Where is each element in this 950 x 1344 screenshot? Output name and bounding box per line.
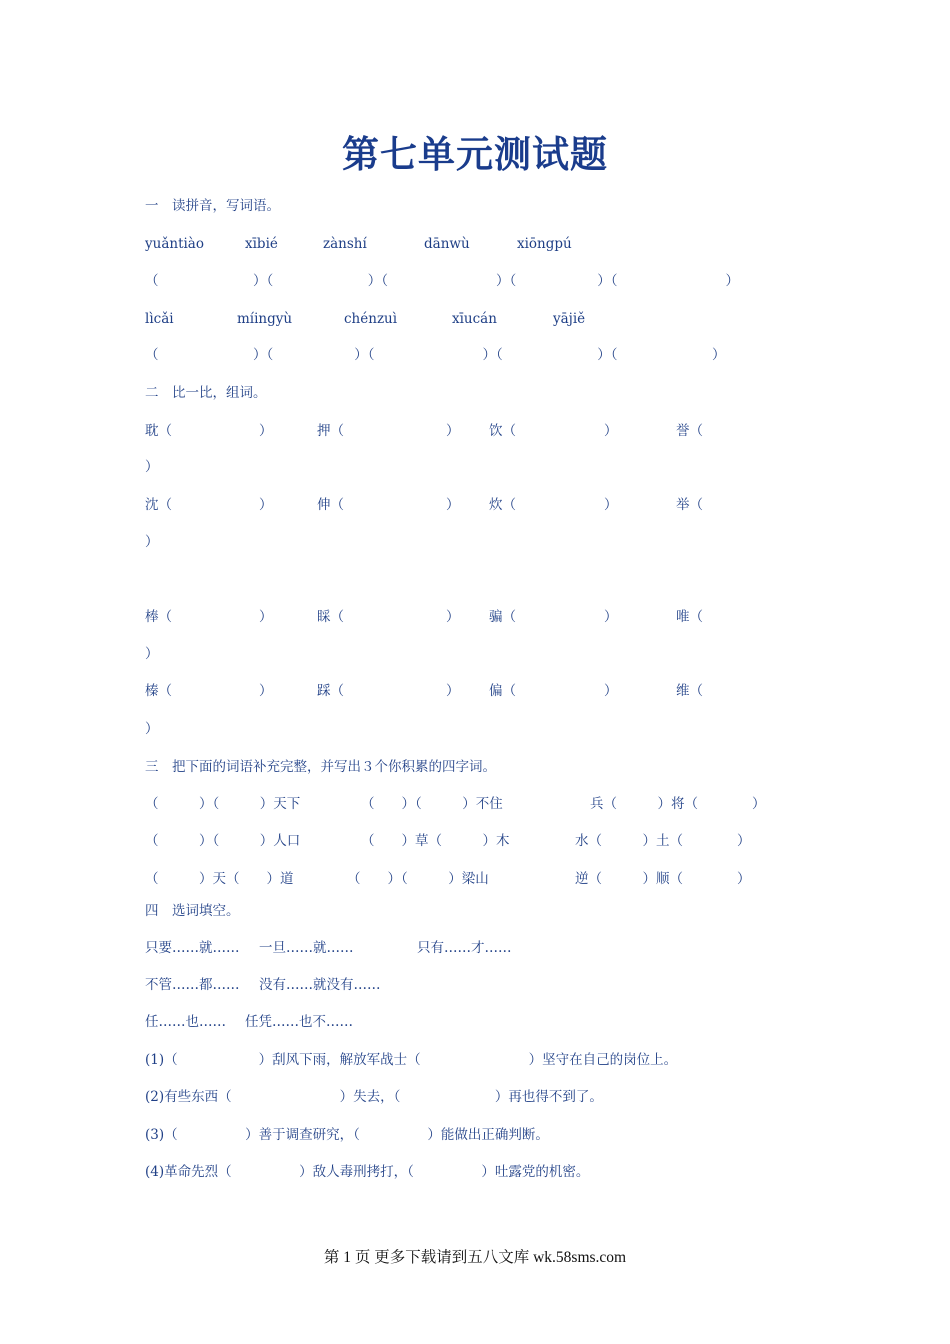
compare-char: 骗（	[489, 609, 516, 625]
close-paren: ）	[259, 683, 273, 699]
close-paren: ）	[145, 459, 159, 475]
section-3-heading: 三 把下面的词语补充完整，并写出３个你积累的四字词。	[145, 759, 496, 775]
compare-char: 踩（	[317, 683, 344, 699]
idiom-blank[interactable]: （ ）（ ）不住	[361, 796, 503, 812]
close-paren: ）	[446, 609, 460, 625]
answer-blanks-row-2[interactable]: （ ）（ ）（ ）（ ）（ ）	[145, 347, 726, 363]
compare-char: 沈（	[145, 497, 172, 513]
compare-char: 偏（	[489, 683, 516, 699]
idiom-blank[interactable]: 兵（ ）将（ ）	[590, 796, 766, 812]
compare-char: 押（	[317, 423, 344, 439]
compare-char: 饮（	[489, 423, 516, 439]
word-option: 任……也……	[145, 1014, 226, 1030]
idiom-blank[interactable]: （ ）草（ ）木	[361, 833, 510, 849]
close-paren: ）	[259, 423, 273, 439]
pinyin-word: yājiě	[553, 311, 586, 327]
pinyin-word: míingyù	[237, 311, 293, 327]
close-paren: ）	[259, 497, 273, 513]
compare-char: 举（	[676, 497, 703, 513]
pinyin-word: xībié	[245, 236, 278, 252]
pinyin-word: xīucán	[452, 311, 497, 327]
word-option: 任凭……也不……	[245, 1014, 353, 1030]
compare-char: 炊（	[489, 497, 516, 513]
compare-char: 维（	[676, 683, 703, 699]
pinyin-word: xiōngpú	[517, 236, 572, 252]
close-paren: ）	[145, 534, 159, 550]
idiom-blank[interactable]: 水（ ）土（ ）	[575, 833, 751, 849]
close-paren: ）	[604, 423, 618, 439]
compare-char: 誉（	[676, 423, 703, 439]
answer-blanks-row-1[interactable]: （ ）（ ）（ ）（ ）（ ）	[145, 273, 739, 289]
compare-char: 唯（	[676, 609, 703, 625]
idiom-blank[interactable]: （ ）（ ）梁山	[347, 871, 489, 887]
close-paren: ）	[446, 683, 460, 699]
fill-sentence-2[interactable]: (2)有些东西（ ）失去，（ ）再也得不到了。	[145, 1089, 603, 1105]
word-option: 只有……才……	[417, 940, 512, 956]
idiom-blank[interactable]: 逆（ ）顺（ ）	[575, 871, 751, 887]
compare-char: 榛（	[145, 683, 172, 699]
compare-char: 伸（	[317, 497, 344, 513]
pinyin-word: lìcǎi	[145, 311, 174, 327]
close-paren: ）	[259, 609, 273, 625]
close-paren: ）	[145, 646, 159, 662]
section-2-heading: 二 比一比，组词。	[145, 385, 267, 401]
pinyin-word: yuǎntiào	[145, 236, 204, 252]
close-paren: ）	[604, 497, 618, 513]
close-paren: ）	[446, 497, 460, 513]
fill-sentence-4[interactable]: (4)革命先烈（ ）敌人毒刑拷打，（ ）吐露党的机密。	[145, 1164, 590, 1180]
section-4-heading: 四 选词填空。	[145, 903, 240, 919]
pinyin-word: chénzuì	[344, 311, 398, 327]
page-title: 第七单元测试题	[342, 133, 608, 176]
section-1-heading: 一 读拼音，写词语。	[145, 198, 280, 214]
word-option: 只要……就……	[145, 940, 240, 956]
fill-sentence-1[interactable]: (1)（ ）刮风下雨，解放军战士（ ）坚守在自己的岗位上。	[145, 1052, 678, 1068]
pinyin-word: zànshí	[323, 236, 367, 252]
close-paren: ）	[446, 423, 460, 439]
idiom-blank[interactable]: （ ）（ ）人口	[145, 833, 301, 849]
compare-char: 棒（	[145, 609, 172, 625]
fill-sentence-3[interactable]: (3)（ ）善于调查研究，（ ）能做出正确判断。	[145, 1127, 549, 1143]
word-option: 不管……都……	[145, 977, 240, 993]
compare-char: 睬（	[317, 609, 344, 625]
page-footer: 第 1 页 更多下载请到五八文库 wk.58sms.com	[323, 1249, 627, 1266]
idiom-blank[interactable]: （ ）（ ）天下	[145, 796, 301, 812]
word-option: 一旦……就……	[259, 940, 354, 956]
compare-char: 耽（	[145, 423, 172, 439]
close-paren: ）	[604, 609, 618, 625]
pinyin-word: dānwù	[424, 236, 470, 252]
word-option: 没有……就没有……	[259, 977, 381, 993]
idiom-blank[interactable]: （ ）天（ ）道	[145, 871, 294, 887]
close-paren: ）	[145, 721, 159, 737]
close-paren: ）	[604, 683, 618, 699]
